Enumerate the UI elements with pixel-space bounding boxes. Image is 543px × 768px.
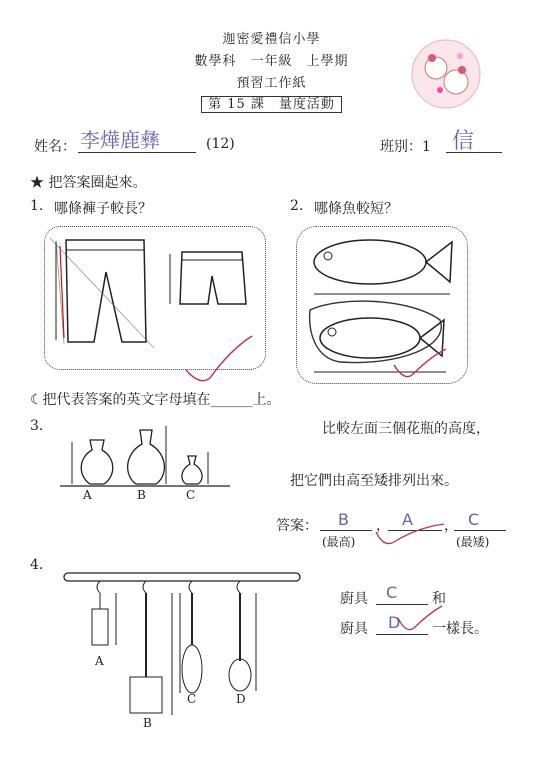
vase-label-c: C — [186, 488, 196, 502]
tool-label-b: B — [143, 716, 152, 730]
worksheet-type: 預習工作紙 — [236, 76, 307, 91]
instruction-circle: ★ 把答案圈起來。 — [30, 175, 147, 191]
name-label: 姓名： — [34, 139, 76, 155]
tick-mark-icon — [390, 345, 450, 390]
vase-label-a: A — [83, 488, 92, 502]
q2-text: 哪條魚較短？ — [314, 201, 398, 217]
school-name: 迦密愛禮信小學 — [222, 32, 321, 47]
q3-separator-2: ， — [444, 518, 458, 534]
tool-label-a: A — [95, 654, 104, 668]
class-underline — [446, 152, 502, 153]
instruction-fill: ☾把代表答案的英文字母填在______上。 — [30, 392, 281, 408]
q4-line2-prefix: 廚具 — [340, 621, 368, 637]
vases-illustration — [60, 422, 230, 492]
student-number: (12) — [206, 136, 235, 152]
q3-label: 3. — [30, 418, 44, 434]
tick-mark-icon — [372, 522, 452, 552]
class-value: 信 — [452, 129, 475, 154]
tick-mark-icon — [396, 604, 446, 648]
q3-separator-1: ， — [376, 518, 390, 534]
q3-answer-3-line — [454, 530, 506, 531]
q3-answer-3: C — [468, 510, 480, 529]
q3-line1: 比較左面三個花瓶的高度， — [322, 421, 490, 437]
q3-answer-1: B — [338, 510, 349, 529]
q4-line2-answer: D — [388, 613, 401, 632]
q4-line1-prefix: 廚具 — [340, 591, 368, 607]
q1-label: 1. — [30, 198, 44, 214]
tool-label-c: C — [187, 692, 197, 706]
q3-line2: 把它們由高至矮排列出來。 — [290, 473, 458, 489]
kitchen-tools-illustration — [60, 565, 310, 730]
name-underline — [78, 152, 196, 153]
q3-answer-label: 答案： — [276, 518, 318, 534]
subject-line: 數學科 一年級 上學期 — [194, 54, 349, 69]
q3-shortest-label: (最矮) — [456, 535, 490, 549]
q3-answer-1-line — [320, 530, 372, 531]
q4-line1-suffix: 和 — [432, 591, 446, 607]
tool-label-d: D — [236, 692, 246, 706]
q2-label: 2. — [290, 198, 304, 214]
vase-label-b: B — [137, 488, 146, 502]
q4-line2-suffix: 一樣長。 — [432, 621, 488, 637]
q4-line1-answer: C — [386, 583, 398, 602]
q4-label: 4. — [30, 557, 44, 573]
class-label: 班別：1 — [380, 139, 431, 155]
lesson-title: 第 15 課 量度活動 — [201, 96, 342, 113]
name-value: 李燁鹿彝 — [80, 128, 160, 152]
sticker-icon — [410, 38, 482, 110]
q1-text: 哪條褲子較長？ — [54, 201, 152, 217]
q3-answer-2: A — [402, 510, 413, 529]
q3-tallest-label: (最高) — [322, 535, 356, 549]
